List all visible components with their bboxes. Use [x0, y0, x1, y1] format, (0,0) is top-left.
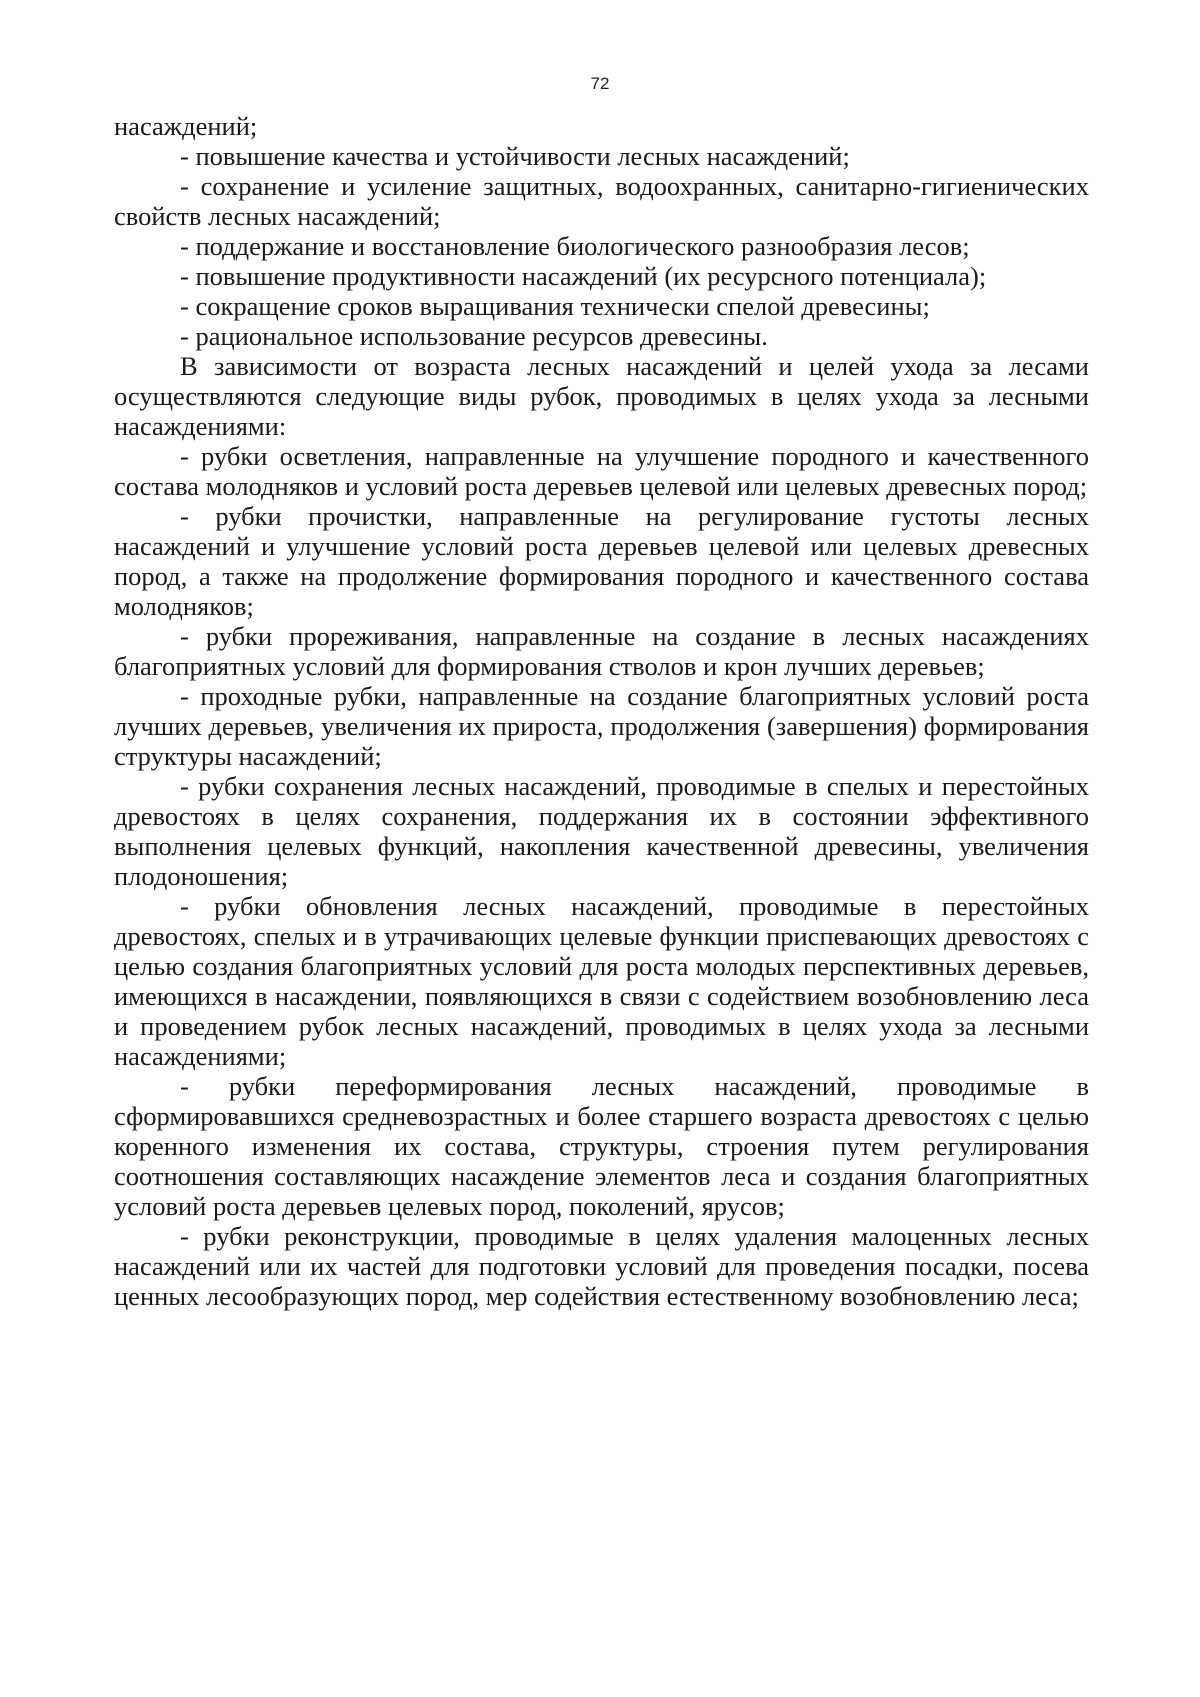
list-item-reconstruction-felling: - рубки реконструкции, проводимые в целях удаления малоценных лесных насаждений или их частей для подготовки условий для проведения посадки, посева ценных лесообразующих пород, мер содействия естественному возобновлению леса;: [114, 1221, 1089, 1311]
list-item-rational-use: - рациональное использование ресурсов древесины.: [180, 321, 768, 351]
list-item-protective-properties: - сохранение и усиление защитных, водоохранных, санитарно-гигиенических свойств лесных насаждений;: [114, 171, 1089, 231]
list-item-biodiversity: - поддержание и восстановление биологического разнообразия лесов;: [180, 231, 970, 261]
list-item-thinning-felling: - рубки прореживания, направленные на создание в лесных насаждениях благоприятных условий для формирования стволов и крон лучших деревьев;: [114, 621, 1089, 681]
list-item-cleaning-felling: - рубки прочистки, направленные на регулирование густоты лесных насаждений и улучшение условий роста деревьев целевой или целевых древесных пород, а также на продолжение формирования породного и качественного состава молодняков;: [114, 501, 1089, 621]
paragraph-intro-felling-types: В зависимости от возраста лесных насаждений и целей ухода за лесами осуществляются следующие виды рубок, проводимых в целях ухода за лесными насаждениями:: [114, 351, 1089, 441]
list-item-growing-period: - сокращение сроков выращивания технически спелой древесины;: [180, 291, 930, 321]
list-item-renewal-felling: - рубки обновления лесных насаждений, проводимые в перестойных древостоях, спелых и в утрачивающих целевые функции приспевающих древостоях с целью создания благоприятных условий для роста молодых перспективных деревьев, имеющихся в насаждении, появляющихся в связи с содействием возобновлению леса и проведением рубок лесных насаждений, проводимых в целях ухода за лесными насаждениями;: [114, 891, 1089, 1071]
list-item-clarification-felling: - рубки осветления, направленные на улучшение породного и качественного состава молодняков и условий роста деревьев целевой или целевых древесных пород;: [114, 441, 1089, 501]
paragraph-continuation: насаждений;: [114, 111, 258, 141]
page-number: 72: [590, 74, 610, 93]
document-body: [114, 111, 1089, 1311]
list-item-passage-felling: - проходные рубки, направленные на создание благоприятных условий роста лучших деревьев, увеличения их прироста, продолжения (завершения) формирования структуры насаждений;: [114, 681, 1089, 771]
list-item-reformation-felling: - рубки переформирования лесных насаждений, проводимые в сформировавшихся средневозрастных и более старшего возраста древостоях с целью коренного изменения их состава, структуры, строения путем регулирования соотношения составляющих насаждение элементов леса и создания благоприятных условий роста деревьев целевых пород, поколений, ярусов;: [114, 1071, 1089, 1221]
list-item-productivity: - повышение продуктивности насаждений (их ресурсного потенциала);: [180, 261, 987, 291]
list-item-preservation-felling: - рубки сохранения лесных насаждений, проводимые в спелых и перестойных древостоях в целях сохранения, поддержания их в состоянии эффективного выполнения целевых функций, накопления качественной древесины, увеличения плодоношения;: [114, 771, 1089, 891]
list-item-quality: - повышение качества и устойчивости лесных насаждений;: [180, 141, 850, 171]
